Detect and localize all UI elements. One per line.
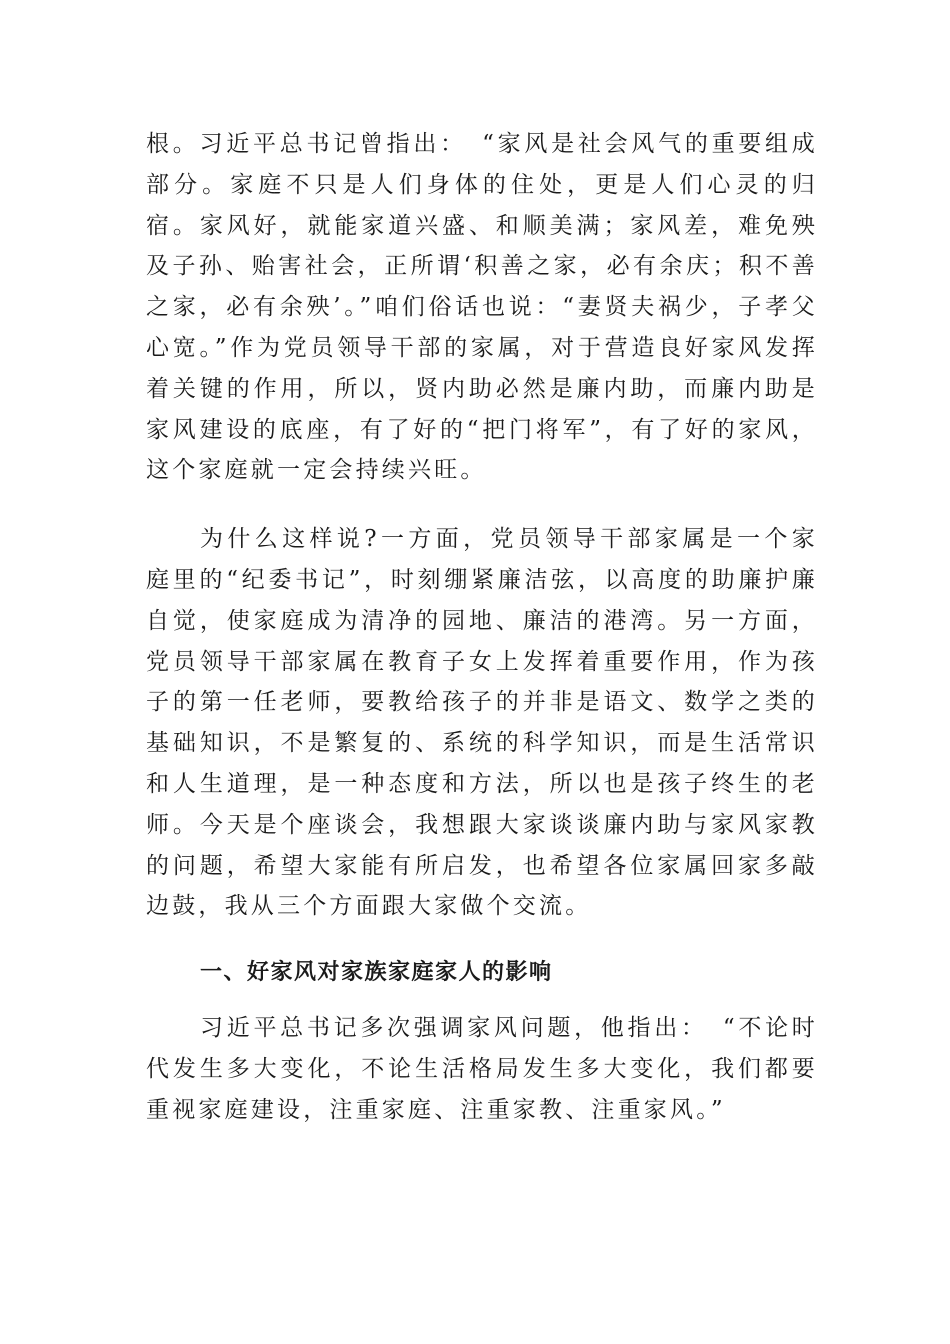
paragraph-continuation: 根。习近平总书记曾指出： “家风是社会风气的重要组成部分。家庭不只是人们身体的住处，更是人们心灵的归宿。家风好，就能家道兴盛、和顺美满；家风差，难免殃及子孙、贻害社会，正所谓‘积善之家，必有余庆；积不善之家，必有余殃’。”咱们俗话也说：“妻贤夫祸少，子孝父心宽。”作为党员领导干部的家属，对于营造良好家风发挥着关键的作用，所以，贤内助必然是廉内助，而廉内助是家风建设的底座，有了好的“把门将军”，有了好的家风，这个家庭就一定会持续兴旺。 bbox=[146, 131, 818, 484]
section-heading: 一、好家风对家族家庭家人的影响 bbox=[200, 960, 553, 986]
document-body bbox=[146, 124, 818, 1131]
paragraph-why: 为什么这样说?一方面，党员领导干部家属是一个家庭里的“纪委书记”，时刻绷紧廉洁弦，以高度的助廉护廉自觉，使家庭成为清净的园地、廉洁的港湾。另一方面，党员领导干部家属在教育子女上发挥着重要作用，作为孩子的第一任老师，要教给孩子的并非是语文、数学之类的基础知识，不是繁复的、系统的科学知识，而是生活常识和人生道理，是一种态度和方法，所以也是孩子终生的老师。今天是个座谈会，我想跟大家谈谈廉内助与家风家教的问题，希望大家能有所启发，也希望各位家属回家多敲边鼓，我从三个方面跟大家做个交流。 bbox=[146, 526, 818, 920]
paragraph-quote: 习近平总书记多次强调家风问题，他指出： “不论时代发生多大变化，不论生活格局发生多大变化，我们都要重视家庭建设，注重家庭、注重家教、注重家风。” bbox=[146, 1015, 818, 1123]
